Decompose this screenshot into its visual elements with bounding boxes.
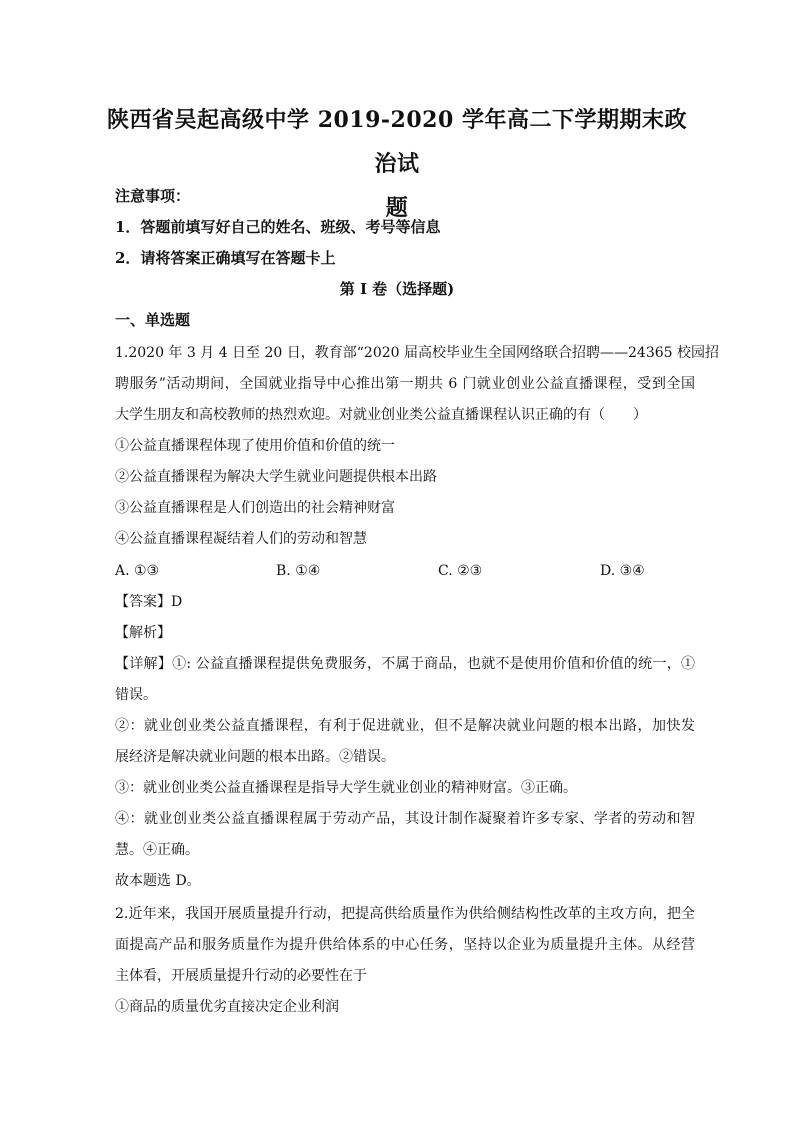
q1-option-d: D. ③④ xyxy=(600,563,645,579)
q1-explanation-2-line-2: 展经济是解决就业问题的根本出路。②错误。 xyxy=(115,749,395,765)
document-title xyxy=(100,98,694,230)
q1-stem-line-2: 聘服务”活动期间，全国就业指导中心推出第一期共 6 门就业创业公益直播课程，受到全国 xyxy=(115,376,695,392)
q1-conclusion: 故本题选 D。 xyxy=(115,873,201,889)
q1-detail-line-1: 【详解】①: 公益直播课程提供免费服务，不属于商品，也就不是使用价值和价值的统一，① xyxy=(115,656,695,672)
q1-statement-3: ③公益直播课程是人们创造出的社会精神财富 xyxy=(115,500,395,516)
title-line-1: 陕西省吴起高级中学 2019-2020 学年高二下学期期末政治试 xyxy=(107,107,687,177)
q1-explanation-4-line-1: ④：就业创业类公益直播课程属于劳动产品，其设计制作凝聚着许多专家、学者的劳动和智 xyxy=(115,811,695,827)
part-title: 一、单选题 xyxy=(115,311,191,329)
q2-stem-line-1: 2.近年来，我国开展质量提升行动，把提高供给质量作为供给侧结构性改革的主攻方向，把全 xyxy=(115,906,695,922)
q1-analysis-heading: 【解析】 xyxy=(115,625,171,641)
q1-statement-1: ①公益直播课程体现了使用价值和价值的统一 xyxy=(115,438,395,454)
section-title: 第 I 卷（选择题) xyxy=(339,280,455,298)
notice-item-2: 2．请将答案正确填写在答题卡上 xyxy=(115,249,336,267)
q2-stem-line-2: 面提高产品和服务质量作为提升供给体系的中心任务，坚持以企业为质量提升主体。从经营 xyxy=(115,937,695,953)
q1-stem-line-1: 1.2020 年 3 月 4 日至 20 日，教育部“2020 届高校毕业生全国网络联合招聘——24365 校园招 xyxy=(115,345,719,361)
q1-statement-2: ②公益直播课程为解决大学生就业问题提供根本出路 xyxy=(115,469,437,485)
q1-detail-line-2: 错误。 xyxy=(115,687,157,703)
q1-option-a: A. ①③ xyxy=(115,563,160,579)
title-line-2: 题 xyxy=(385,195,409,221)
q1-stem-line-3: 大学生朋友和高校教师的热烈欢迎。对就业创业类公益直播课程认识正确的有（ ） xyxy=(115,407,647,423)
q2-statement-1: ①商品的质量优劣直接决定企业利润 xyxy=(115,999,339,1015)
notice-heading: 注意事项： xyxy=(115,187,191,205)
q1-explanation-4-line-2: 慧。④正确。 xyxy=(115,842,199,858)
q1-answer: 【答案】D xyxy=(115,594,183,610)
q1-option-c: C. ②③ xyxy=(438,563,483,579)
q2-stem-line-3: 主体看，开展质量提升行动的必要性在于 xyxy=(115,968,367,984)
q1-explanation-2-line-1: ②：就业创业类公益直播课程，有利于促进就业，但不是解决就业问题的根本出路，加快发 xyxy=(115,718,695,734)
q1-statement-4: ④公益直播课程凝结着人们的劳动和智慧 xyxy=(115,531,367,547)
notice-item-1: 1．答题前填写好自己的姓名、班级、考号等信息 xyxy=(115,218,441,236)
q1-explanation-3: ③：就业创业类公益直播课程是指导大学生就业创业的精神财富。③正确。 xyxy=(115,780,577,796)
q1-option-b: B. ①④ xyxy=(276,563,321,579)
